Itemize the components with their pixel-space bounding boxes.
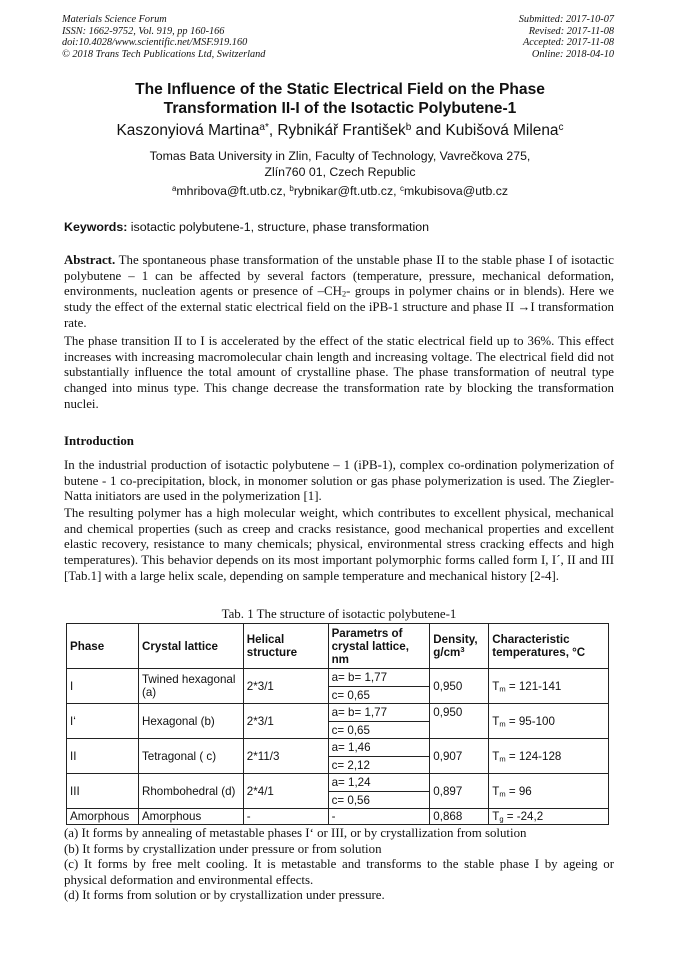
cell-lattice: Rhombohedral (d)	[138, 774, 243, 809]
temp-symbol: T	[492, 679, 500, 693]
title-line-1: The Influence of the Static Electrical Field on the Phase	[135, 81, 545, 98]
cell-density: 0,950	[430, 704, 489, 739]
param-a: a= 1,24	[329, 774, 430, 792]
cell-helical: -	[243, 809, 328, 825]
header-density	[430, 624, 489, 669]
cell-lattice: Hexagonal (b)	[138, 704, 243, 739]
cell-lattice: Tetragonal ( c)	[138, 739, 243, 774]
param-a: a= 1,46	[329, 739, 430, 757]
affiliation-line-2: Zlín760 01, Czech Republic	[264, 164, 416, 179]
title-line-2: Transformation II-I of the Isotactic Polybutene-1	[163, 100, 517, 117]
cell-helical: 2*3/1	[243, 704, 328, 739]
param-c: c= 0,56	[331, 793, 370, 807]
paper-title	[60, 80, 620, 118]
superscript: 3	[460, 645, 465, 655]
cell-temperature	[489, 739, 609, 774]
header-parameters: Parametrs of crystal lattice, nm	[328, 624, 430, 669]
param-c: c= 0,65	[331, 688, 370, 702]
email-link[interactable]: mhribova@ft.utb.cz	[176, 184, 283, 198]
table-note: (c) It forms by free melt cooling. It is metastable and transforms to the stable phase I by ageing or physical deformation and environmental effects.	[64, 857, 614, 887]
keywords-text: isotactic polybutene-1, structure, phase transformation	[127, 220, 430, 234]
header-density-label: Density, g/cm	[433, 633, 478, 659]
cell-lattice: Twined hexagonal (a)	[138, 669, 243, 704]
table-row	[67, 809, 609, 825]
param-a: a= b= 1,77	[329, 669, 430, 687]
cell-density: 0,907	[430, 739, 489, 774]
email-mark: a	[171, 184, 177, 194]
author-emails	[60, 184, 620, 199]
cell-temperature	[489, 774, 609, 809]
author-separator: and	[411, 122, 446, 139]
cell-params	[328, 669, 430, 704]
table-note: (a) It forms by annealing of metastable phases I‘ or III, or by crystallization from solution	[64, 826, 527, 840]
temp-value: = 96	[505, 784, 532, 798]
affiliation-line-1: Tomas Bata University in Zlin, Faculty of Technology, Vavrečkova 275,	[149, 149, 531, 163]
abstract-label: Abstract.	[64, 253, 116, 267]
table-row	[67, 669, 609, 704]
cell-lattice: Amorphous	[138, 809, 243, 825]
table-header-row	[67, 624, 609, 669]
cell-density: 0,950	[430, 669, 489, 704]
abstract-paragraph-2: The phase transition II to I is accelerated by the effect of the static electrical field up to 36%. This effect increases with increasing macromolecular chain length and increasing voltage. The electrical field did not substantially influence the total amount of crystalline phase. The phase transformation of neutral type changed into minus type. This change decrease the transformation rate by blocking the transformation nuclei.	[64, 334, 614, 411]
keywords-label: Keywords:	[64, 220, 128, 234]
cell-helical: 2*3/1	[243, 669, 328, 704]
author-list	[60, 121, 620, 141]
author-affil-mark: b	[405, 122, 412, 133]
doi-line: doi:10.4028/www.scientific.net/MSF.919.160	[62, 37, 248, 49]
temp-value: = 124-128	[505, 749, 562, 763]
header-phase: Phase	[67, 624, 139, 669]
author-name: Kubišová Milena	[445, 122, 559, 139]
cell-density: 0,897	[430, 774, 489, 809]
copyright-line: © 2018 Trans Tech Publications Ltd, Switzerland	[62, 48, 266, 60]
cell-helical: 2*11/3	[243, 739, 328, 774]
submission-dates	[519, 14, 614, 60]
section-heading-introduction: Introduction	[64, 434, 134, 448]
param-a: a= b= 1,77	[329, 704, 430, 722]
cell-temperature	[489, 669, 609, 704]
subscript: m	[499, 754, 506, 763]
affiliation	[60, 149, 620, 180]
abstract-paragraph-1	[64, 253, 614, 332]
header-temperatures: Characteristic temperatures, °C	[489, 624, 609, 669]
cell-params	[328, 774, 430, 809]
table-notes	[64, 826, 614, 904]
header-crystal-lattice: Crystal lattice	[138, 624, 243, 669]
cell-phase: Amorphous	[67, 809, 139, 825]
param-c: c= 0,65	[331, 723, 370, 737]
issn-line: ISSN: 1662-9752, Vol. 919, pp 160-166	[62, 25, 225, 37]
subscript: 2	[341, 290, 347, 300]
table-note: (d) It forms from solution or by crystallization under pressure.	[64, 888, 385, 903]
structure-table	[66, 623, 609, 825]
abstract-text: - groups in polymer chains or in blends). Here we study the effect of the external static electrical field on the iPB-1 structure and phase II →I transformation rate.	[64, 284, 614, 330]
subscript: m	[499, 789, 506, 798]
email-mark: b	[289, 184, 294, 194]
subscript: g	[499, 814, 504, 824]
param-c: c= 2,12	[331, 758, 370, 772]
temp-symbol: T	[492, 810, 500, 823]
author-name: Kaszonyiová Martina	[116, 122, 260, 139]
cell-density: 0,868	[430, 809, 489, 825]
cell-temperature	[489, 809, 609, 825]
cell-params	[328, 739, 430, 774]
revised-date: Revised: 2017-11-08	[528, 25, 614, 37]
journal-info	[62, 14, 265, 60]
author-affil-mark: c	[558, 122, 564, 133]
table-caption: Tab. 1 The structure of isotactic polybutene-1	[221, 607, 457, 621]
author-name: Rybnikář František	[277, 122, 406, 139]
table-row	[67, 774, 609, 809]
cell-phase: III	[67, 774, 139, 809]
email-link[interactable]: mkubisova@utb.cz	[403, 184, 509, 198]
journal-name: Materials Science Forum	[62, 14, 167, 25]
temp-symbol: T	[492, 749, 500, 763]
keywords	[64, 220, 429, 235]
temp-value: = 95-100	[505, 714, 555, 728]
email-separator: ,	[282, 184, 290, 198]
table-note: (b) It forms by crystallization under pressure or from solution	[64, 841, 382, 856]
submitted-date: Submitted: 2017-10-07	[518, 14, 614, 25]
cell-phase: I‘	[67, 704, 139, 739]
abstract-text: The spontaneous phase transformation of the unstable phase II to the stable phase I of isotactic polybutene – 1 can be affected by several factors (temperature, pressure, mechanical deformation, environments, nucleation agents or presence of –CH	[64, 253, 614, 299]
email-separator: ,	[393, 184, 400, 198]
cell-temperature	[489, 704, 609, 739]
cell-phase: II	[67, 739, 139, 774]
temp-value: = 121-141	[505, 679, 562, 693]
cell-params	[328, 704, 430, 739]
temp-symbol: T	[492, 784, 500, 798]
table-row	[67, 739, 609, 774]
email-link[interactable]: rybnikar@ft.utb.cz	[293, 184, 394, 198]
email-mark: c	[399, 184, 404, 194]
temp-value: = -24,2	[503, 810, 544, 823]
cell-params: -	[328, 809, 430, 825]
cell-helical: 2*4/1	[243, 774, 328, 809]
introduction-paragraph-1: In the industrial production of isotactic polybutene – 1 (iPB-1), complex co-ordination polymerization of butene - 1 co-precipitation, block, in monomer solution or gas phase polymerization is used. The Ziegler-Natta initiators are used in the polymerization [1].	[64, 458, 614, 504]
introduction-paragraph-2: The resulting polymer has a high molecular weight, which contributes to excellent physical, mechanical and chemical properties (such as creep and cracks resistance, good mechanical properties and excellent elastic recovery, resistance to many chemicals; physical, environmental stress cracking effects and high temperatures). This behavior depends on its most important polymorphic forms called form I, I´, II and III [Tab.1] with a large helix scale, depending on sample temperature and mechanical history [2-4].	[64, 506, 614, 583]
subscript: m	[499, 719, 506, 728]
header-helical-structure: Helical structure	[243, 624, 328, 669]
cell-phase: I	[67, 669, 139, 704]
subscript: m	[499, 684, 506, 693]
temp-symbol: T	[492, 714, 500, 728]
online-date: Online: 2018-04-10	[531, 48, 614, 60]
author-separator: ,	[268, 122, 278, 139]
author-affil-mark: a*	[259, 122, 269, 133]
table-row	[67, 704, 609, 739]
accepted-date: Accepted: 2017-11-08	[522, 37, 614, 49]
